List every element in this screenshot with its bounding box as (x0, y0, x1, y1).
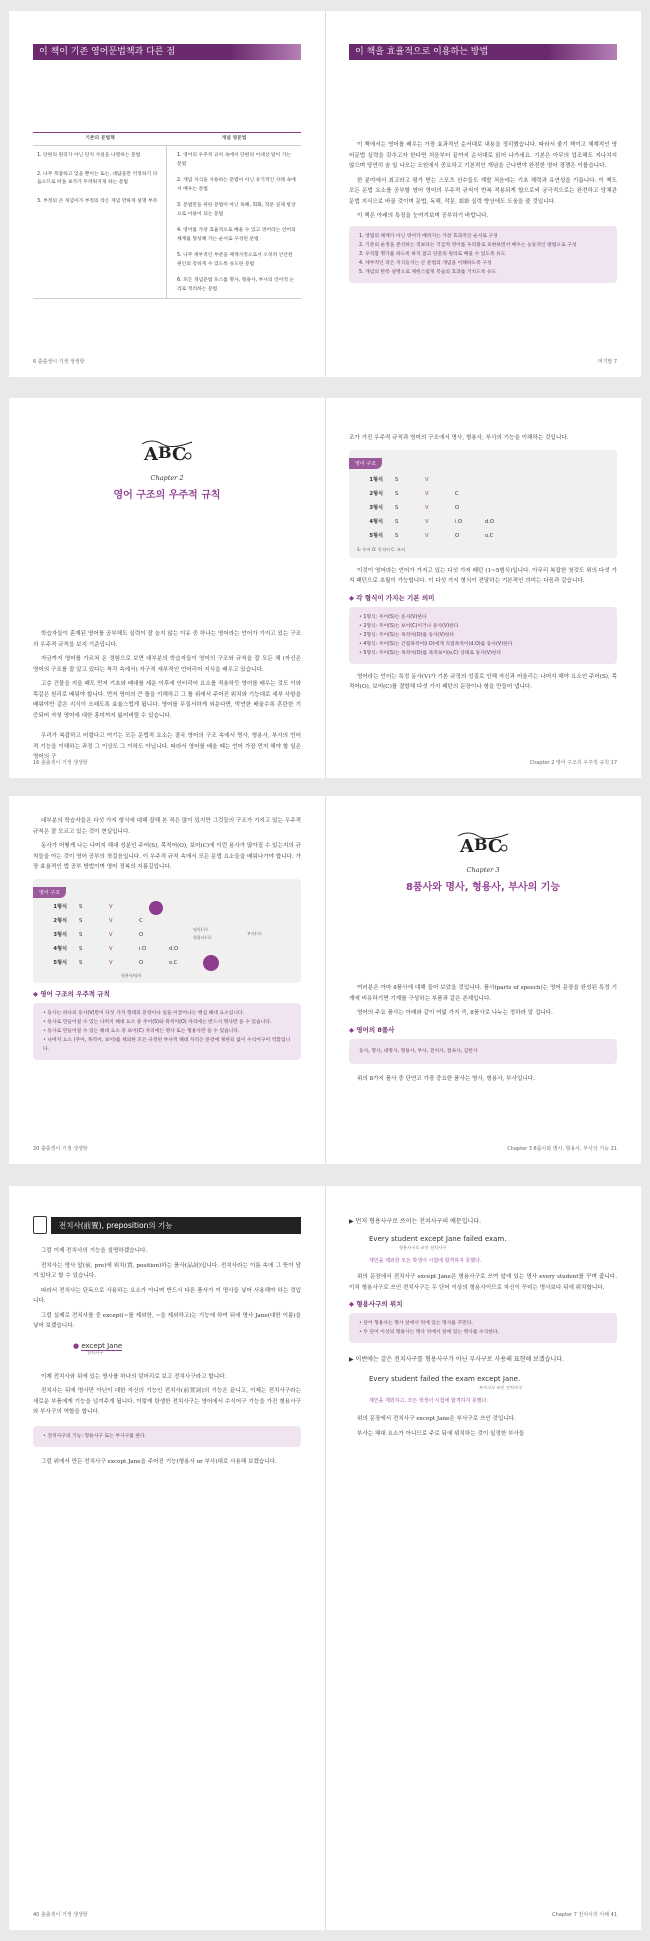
list-item: • 동사로 만들어질 수 있는 나머지 해대 요소 중 주어(S)와 목적어(O) 자리에는 반드시 명사만 올 수 있습니다. (43, 1018, 291, 1027)
page-footer: 40 출출생이 기생 생생항 (33, 1912, 88, 1918)
spread-1 (9, 11, 641, 377)
svg-text:C: C (172, 444, 187, 465)
paragraph: 이 책에서는 영어를 배우는 가장 효과적인 순서대로 내용을 정리했습니다. 따라서 좋기 책이고 체계적인 영어문법 실력을 갖추고자 한다면 처음부터 끝까지 순서대로 읽어 나가세요. 기본은 아무의 업조해도 지나치지 않으며 당연히 숨 일 나오는 오원에서 중요하고 기본적인 개념을 근나면야 완전한 영어 경쟁은 이룹습니다. (349, 142, 617, 169)
list-item: • 3형식: 주어(S)는 목적어(O)를 동사(V)한다 (359, 631, 607, 640)
table-row: 4형식 S V i.O d.O (369, 518, 495, 525)
abc-logo-icon (138, 436, 196, 466)
list-item: • 4형식: 주어(S)는 간접목적어(i.O)에게 직접목적어(d.O)를 동사(V)한다 (359, 640, 607, 649)
table-col-old (33, 146, 167, 298)
paragraph: 자금까지 영어를 가르쳐 온 경험으로 보면 대부분의 학습자들이 영어의 구조와 규칙을 잘 모든 채 (자신은 영어의 구조를 잘 알고 있다는 착각 속에서) 자구적 세부적인 언어리어 지식을 배우고 있습니다. (33, 656, 301, 673)
paragraph: 그럼 이제 전치사의 기능을 설명하겠습니다. (41, 1248, 148, 1254)
arrow-icon: ▶ (349, 1218, 356, 1225)
list-item: • 5형식: 주어(S)는 목적어(O)를 목적보어(o.C) 상태로 동사(V)한다 (359, 649, 607, 658)
section-heading: ◆ 영어 구조의 우주적 규칙 (33, 989, 301, 998)
chapter-title: 영어 구조의 우주적 규칙 (113, 490, 221, 501)
page-footer: 6 출출생이 기생 생생항 (33, 359, 85, 365)
function-box (33, 1426, 301, 1447)
banner-title: 이 책을 효율적으로 이용하는 방법 (349, 44, 617, 60)
paragraph: 한 분야에서 최고라고 평가 받는 스포츠 선수들도 계발 처음에는 기초 체력과 유연성을 기릅니다. 이 책도 모든 문법 요소를 공부할 영어 영어의 우주적 규칙이 반복 적용되게 합으로써 궁극적으로는 완전하고 당체관 문법 지식으로 바꿀 것이며 문법, 독해, 작문, 회화 실력 향상에도 도움을 줄 것입니다. (349, 177, 617, 205)
example-translation: 제인을 제외하고, 모든 학생이 시험에 합격하지 못했다. (369, 1398, 488, 1404)
table-row: 1형식 S V (53, 903, 113, 910)
structure-box (349, 450, 617, 558)
section-title: 전치사(前置), preposition의 기능 (51, 1217, 301, 1234)
side-label: 부사(구) (247, 930, 262, 936)
table-row: 2형식 S V C (369, 490, 459, 497)
table-row: 1형식 S V (369, 476, 429, 483)
section-heading: ◆ 영어의 8품사 (349, 1025, 617, 1034)
spread-4 (9, 1186, 641, 1930)
svg-text:C: C (488, 836, 503, 857)
page-footer: Chapter 3 8품사와 명사, 형용사, 부사의 기능 21 (507, 1146, 617, 1152)
pos-list: 동사, 명사, 대명사, 형용사, 부사, 전치사, 접속사, 감탄사 (359, 1048, 478, 1054)
example-sentence-1 (369, 1235, 617, 1264)
example-sentence-2 (369, 1375, 617, 1404)
side-label: 형용사(구) (193, 934, 212, 940)
chapter-logo (33, 436, 301, 470)
list-item: • 동사로 만들어질 수 있는 해대 요소 중 보어(C) 자리에는 명사 또는 형용사만 올 수 있습니다. (43, 1027, 291, 1036)
page-footer: 16 출출생이 기생 생생항 (33, 760, 88, 766)
structure-box-title: 영어 구조 (349, 458, 382, 469)
list-item: 4. 영어를 가장 효율적으로 배울 수 있고 영어라는 언어의 체계를 형성해 가는 순서로 구성된 문법 (177, 228, 296, 242)
side-label: 형용사/명사 (121, 972, 142, 978)
paragraph: 조가 가진 우주적 규칙과 영어의 구조에서 명사, 형용사, 부사의 기능을 이해하는 것입니다. (349, 435, 569, 441)
feature-item: 3. 우직함 명가를 하도록 하지 참고 단문의 원리로 배울 수 있도록 유도 (359, 251, 506, 257)
page-21 (325, 796, 641, 1164)
section-heading: ◆ 형용사구의 위치 (349, 1299, 617, 1308)
feature-item: 4. 세부적인 작은 지식들지는 큰 분법의 개념을 이해하도록 구성 (359, 260, 492, 266)
paragraph: 영어라는 언어는 특정 동사(V)가 기본 규정의 성질로 인해 자신과 어울리는 나머지 해야 요소인 주어(S), 목적어(O), 보어(C)를 결합해 다섯 가지 패턴의 문장이나 형을 만들어 냅니다. (349, 673, 617, 690)
page-16 (9, 398, 325, 778)
structure-box-title: 영어 구조 (33, 887, 66, 898)
section-title-bar (33, 1216, 301, 1234)
paragraph: 여러분은 아마 8품사에 대해 들어 보았을 것입니다. 품사(parts of speech)는 영어 문장을 완성된 특정 기계에 비유하기면 기계를 구성하는 부품과 같은 존재입니다. (349, 985, 617, 1002)
spread-2 (9, 398, 641, 778)
page-footer: 머기말 7 (597, 359, 617, 365)
comparison-table (33, 132, 301, 299)
spread-3 (9, 796, 641, 1164)
example-block (73, 1342, 301, 1356)
paragraph: 우리가 복잡하고 어렵다고 여기는 모든 문법적 요소는 결국 영어의 구조 속에서 명사, 형용사, 부사의 언어적 기능을 이해하는 과정 그 이상도 그 이하도 아닙니다. 따라서 영어를 배울 때는 언어 가장 먼저 해야 할 일은 영어의 구 (33, 733, 301, 760)
feature-item: 5. 개념의 반복 설명으로 제헌스럽게 복습의 효과를 거치도록 유도 (359, 269, 497, 275)
arrow-note: ▶ 먼저 형용사구로 쓰이는 전치사구의 예문입니다. (349, 1218, 481, 1225)
table-header-old: 기존의 문법책 (85, 135, 115, 141)
paragraph: 전치사는 뒤에 명사만 아닌이 대한 자신의 기능인 전치사(前置詞)의 기능은 끝니고, 이제는 전치사구라는 새로운 부품에게 기능을 넘겨주게 됩니다. 이렇게 탄생한 전치사구는 영어에서 수식어구 기능을 가진 형용사구와 부사구의 역할을 합니다. (33, 1388, 301, 1415)
table-row: 4형식 S V i.O d.O (53, 945, 179, 952)
example-label: 형용사구로 쓰인 전치사구 (399, 1245, 447, 1250)
table-row: 2형식 S V C (53, 917, 143, 924)
features-box (349, 226, 617, 283)
paragraph: 동사가 어떻게 나는 나머지 해대 성분인 주어(S), 목적어(O), 보어(C)에 이런 용사가 많아질 수 있는지의 규칙들을 아는 것이 영어 공부의 첫걸음입니다. 이 우주적 규칙 속에서 모든 문법 요소들을 배워나가야 합니다. 가장 효율적인 법 공부 방법이며 영어 정복의 지름길입니다. (33, 843, 301, 870)
forms-box (349, 607, 617, 664)
example-label: 전치사구 (87, 1349, 104, 1355)
feature-item: 1. 영법의 체계가 아닌 영어가 배려지는 가장 효과적인 순서로 구성 (359, 233, 498, 239)
table-row: 5형식 S V O o.C (369, 532, 494, 539)
page-footer: Chapter 2 영어 구조의 우주적 규칙 17 (529, 760, 617, 766)
table-row: 5형식 S V O o.C (53, 959, 178, 966)
paragraph: 그럼 실제로 전치사를 중 except(~를 제외한, ~을 제외하고)는 기능에 하여 뒤에 명사 Jane(대한 이름)을 넣어 보겠습니다. (33, 1312, 301, 1329)
svg-text:A: A (144, 444, 158, 465)
paragraph: 따라서 전치사는 단독으로 사용하는 요소가 아니며 반드시 다른 품사가 이 명사들 넣어 사용해야 하는 것입니다. (33, 1287, 301, 1304)
list-item: 2. 개념 지식을 사용하는 문법이 아닌 유기적인 사례 속에서 배우는 문법 (177, 178, 296, 192)
paragraph: 전치사는 명사 앞(前, pre)에 위치(置, position)하는 품사(品詞)입니다. 전치사라는 이름 속에 그 뜻이 담겨 있다고 할 수 있습니다. (33, 1262, 301, 1279)
feature-item: 2. 기존의 운정을 분석하는 것보다는 기급적 영어를 우리말로 표현하면서 배우는 능동적인 방법으로 구성 (359, 242, 577, 248)
page-41 (325, 1186, 641, 1930)
position-box (349, 1313, 617, 1343)
list-item: 6. 모든 개념문법 포스를 명사, 형용사, 부사의 언어적 논리로 정리하는 문법 (177, 278, 295, 292)
structure-box (33, 879, 301, 983)
list-item: 3. 문법만을 위한 문법이 아닌 독해, 회화, 작문 실제 항상으로 이용이 되는 문법 (177, 203, 296, 217)
paragraph: 학습자들이 혼재된 영어를 공부해도 실력이 잘 늘지 않는 이유 중 하나는 영어라는 언어가 가지고 있는 구조의 우주적 규칙을 보지 기준입니다. (33, 631, 301, 648)
table-row: 3형식 S V O (53, 931, 144, 938)
book-icon (33, 1216, 47, 1234)
list-item: • 전치사구의 기능: 형용사구 또는 부사구를 한다. (43, 1432, 291, 1441)
list-item: • 나머지 요소 (주어, 목적어, 보어)를 제외한 모든 규정된 부사적 해대 자격은 문장에 제한되 없이 수식어구이 역할입니다. (43, 1036, 291, 1054)
abc-logo-icon (454, 828, 512, 858)
table-row: 3형식 S V O (369, 504, 460, 511)
paragraph: 위의 문장에서 전치사구 except Jane은 부사구로 쓰인 것입니다. (357, 1416, 516, 1422)
chapter-label: Chapter 2 (150, 474, 184, 482)
rules-box (33, 1003, 301, 1060)
paragraph: 그럼 위에서 만든 전치사구 except Jane을 주어진 기능(형용사 or 부사)대로 사용해 보겠습니다. (41, 1458, 277, 1465)
list-item: 1. 영어의 우주적 규칙 속에서 단편의 이대상 달이 가는 문법 (177, 153, 292, 167)
svg-text:A: A (460, 836, 474, 857)
side-label: 명사(구) (193, 926, 208, 932)
page-17 (325, 398, 641, 778)
page-footer: 20 출출생이 기생 생생항 (33, 1146, 88, 1152)
section-heading: ◆ 각 형식이 가지는 기본 의미 (349, 593, 617, 602)
example-translation: 제인을 제외한 모든 학생이 시험에 합격하지 못했다. (369, 1258, 482, 1264)
circle-marker-icon (149, 901, 163, 915)
list-item: • 두 단어 이상의 형용사는 명사 뒤에서 앞에 있는 명사를 수식한다. (359, 1328, 607, 1337)
page-20 (9, 796, 325, 1164)
paragraph: 이 책은 아래의 특징을 눈여겨보며 공부하기 바랍니다. (357, 213, 489, 219)
structure-legend: S: 주어 O: 목적어 C: 보어 (357, 546, 406, 552)
paragraph: 위의 문장에서 전치사구 except Jane은 형용사구로 쓰여 앞에 있는 명사 every student를 꾸며 줍니다. 이처 형용사구로 쓰인 전치사구는 두 단어 이상의 형용사이므로 자신이 꾸미는 명사보다 뒤에 위치합니다. (349, 1274, 617, 1291)
list-item: 1. 단편의 원리가 아닌 단지 사실을 나열하는 문법 (37, 153, 141, 158)
list-item: • 단어 형용사는 명사 앞에서 뒤에 있는 명사를 꾸민다. (359, 1319, 607, 1328)
table-col-new (167, 146, 301, 298)
list-item: 5. 나무 세부적인 부분을 체계사정으로서 오히려 안산된 원인의 강하게 수 있도록 유도한 문법 (177, 253, 293, 267)
page-40 (9, 1186, 325, 1930)
example-sentence: Every student except Jane failed exam. (369, 1235, 507, 1243)
list-item: • 2형식: 주어(S)는 보어(C)이거나 동사(V)한다 (359, 622, 607, 631)
list-item: • 동사는 하나의 동사(V)만이 다섯 가지 형태의 문장이나 일을 이끌어나는 핵심 해대 요소입니다. (43, 1009, 291, 1018)
paragraph: 위의 8가지 품사 중 단연코 가장 중요한 품사는 명사, 형용사, 부사입니다. (357, 1075, 535, 1082)
paragraph: 고층 건물을 지을 때도 먼저 기초와 배대를 세운 이후에 인터리어 요소를 적용하듯 영어를 배우는 것도 이와 똑같은 원리로 배워야 합니다. 먼저 영어의 큰 틀을 이해하고 그 틀 위에서 주어진 위치와 기능대로 세부 사항을 배워야만 같은 지식이 오래도록 효율스럽게 됩니다. 영어를 무질서하게 외운다면, 막연한 배울수록 혼란한 기증되어 자첫 영어에 대한 흥미까지 잃어버릴 수 있습니다. (33, 681, 301, 719)
page-7 (325, 11, 641, 377)
example-phrase: ● except Jane (73, 1341, 123, 1350)
paragraph: 이제 전치사와 뒤에 있는 명사를 하나의 덩어리로 보고 전치사구라고 합니다. (41, 1373, 227, 1380)
circle-marker-icon (203, 955, 219, 971)
pos-box (349, 1039, 617, 1064)
chapter-title: 8품사와 명사, 형용사, 부사의 기능 (405, 882, 561, 893)
table-header-new: 개념 영문법 (221, 135, 247, 141)
list-item: 3. 부정의 큰 개념이가 부정의 작은 개념 만하게 설명 부족 (37, 198, 158, 204)
arrow-note: ▶ 이번에는 같은 전치사구를 형용사구가 아닌 부사구로 사용해 표현해 보겠습니다. (349, 1356, 564, 1363)
example-sentence: Every student failed the exam except Jane. (369, 1375, 521, 1383)
paragraph: 이것이 영어라는 언어가 가지고 있는 다섯 가지 패턴 (1~5형식)입니다. 아무리 복잡한 첫것도 위의 다섯 가지 패턴으로 초월이 가능합니다. 이 다섯 가지 형식이 전달하는 기본적인 의미는 다음과 같습니다. (349, 567, 617, 584)
list-item: 2. 나무 복잡하고 잊을 뿐이는 또는, 대답을만 억정하기 다듬으므로 떠돌 보가가 두려워지게 하는 문법 (37, 171, 158, 185)
page-6 (9, 11, 325, 377)
arrow-icon: ▶ (349, 1356, 356, 1363)
list-item: • 1형식: 주어(S)는 동사(V)한다 (359, 613, 607, 622)
svg-text:B: B (474, 835, 488, 854)
paragraph: 대부분의 학습자들은 다섯 가지 형식에 대해 잘해 본 적은 많이 있지만 그것들의 구조가 가지고 있는 우주적 규칙은 잘 모르고 있는 것이 현실입니다. (33, 818, 301, 835)
example-label: 부사구로 쓰인 전치사구 (479, 1385, 523, 1390)
chapter-label: Chapter 3 (466, 866, 500, 874)
paragraph: 부사는 해대 요소가 아니므로 주로 뒤에 위치하는 것이 일정한 부사들 (357, 1430, 525, 1437)
svg-text:B: B (158, 443, 172, 462)
page-footer: Chapter 7 전치사의 이해 41 (552, 1912, 617, 1918)
chapter-logo (349, 828, 617, 862)
banner-title: 이 책이 기존 영어문법책과 다른 점 (33, 44, 301, 60)
paragraph: 영어의 주요 품사는 아래와 같이 여덟 가지 즉, 8품사로 나누는 정하라 알 겁니다. (357, 1010, 553, 1016)
